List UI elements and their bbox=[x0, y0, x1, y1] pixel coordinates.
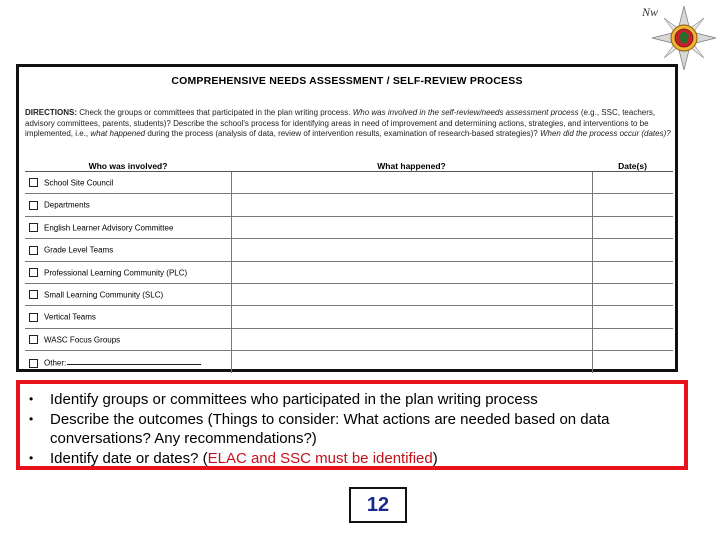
group-label: Small Learning Community (SLC) bbox=[44, 290, 164, 300]
table-row bbox=[25, 283, 673, 305]
other-fill-line[interactable] bbox=[67, 356, 201, 365]
table-row bbox=[25, 351, 673, 373]
checkbox[interactable] bbox=[29, 246, 38, 255]
table-row bbox=[25, 239, 673, 261]
date-cell[interactable] bbox=[592, 216, 673, 238]
group-label: Vertical Teams bbox=[44, 312, 96, 322]
checkbox[interactable] bbox=[29, 335, 38, 344]
group-cell bbox=[25, 283, 231, 305]
table-row bbox=[25, 216, 673, 238]
directions-label: DIRECTIONS: bbox=[25, 108, 77, 117]
table-row bbox=[25, 328, 673, 350]
date-cell[interactable] bbox=[592, 261, 673, 283]
checkbox[interactable] bbox=[29, 359, 38, 368]
checkbox[interactable] bbox=[29, 201, 38, 210]
note-text: Describe the outcomes (Things to consider: What actions are needed based on data conversations? Any recommendations?) bbox=[50, 410, 610, 448]
checkbox[interactable] bbox=[29, 178, 38, 187]
list-item bbox=[26, 390, 666, 410]
group-cell bbox=[25, 194, 231, 216]
checkbox[interactable] bbox=[29, 313, 38, 322]
group-label: Professional Learning Community (PLC) bbox=[44, 267, 188, 277]
note-text: Identify groups or committees who participated in the plan writing process bbox=[50, 391, 538, 408]
group-label: Grade Level Teams bbox=[44, 245, 114, 255]
logo-monogram: Nw bbox=[642, 5, 659, 19]
group-cell bbox=[25, 328, 231, 350]
group-label: School Site Council bbox=[44, 178, 114, 188]
what-happened-cell[interactable] bbox=[231, 239, 592, 261]
what-happened-cell[interactable] bbox=[231, 216, 592, 238]
date-cell[interactable] bbox=[592, 351, 673, 373]
table-row bbox=[25, 194, 673, 216]
directions-text-3: during the process (analysis of data, review of intervention results, examination of research-based strategies)? bbox=[147, 129, 538, 139]
group-cell bbox=[25, 261, 231, 283]
checkbox[interactable] bbox=[29, 290, 38, 299]
school-logo bbox=[640, 2, 716, 70]
directions-italic-1: Who was involved in the self-review/needs assessment process bbox=[352, 108, 579, 117]
list-item bbox=[26, 449, 666, 469]
directions-text-2: (e.g., SSC, teachers, advisory committees, parents, students)? Describe the school's process for identifying areas in need of improvement and determining actions, strategies, and interventions to be implemented, i.e., bbox=[25, 108, 656, 139]
group-label: Other: bbox=[44, 358, 67, 368]
date-cell[interactable] bbox=[592, 172, 673, 194]
group-cell bbox=[25, 216, 231, 238]
group-label: English Learner Advisory Committee bbox=[44, 223, 174, 233]
directions-italic-2: what happened bbox=[90, 129, 146, 139]
notes-box bbox=[16, 380, 688, 470]
group-label: WASC Focus Groups bbox=[44, 335, 121, 345]
bullet-icon: • bbox=[29, 411, 34, 426]
bullet-icon: • bbox=[29, 392, 34, 406]
date-cell[interactable] bbox=[592, 283, 673, 305]
what-happened-cell[interactable] bbox=[231, 328, 592, 350]
date-cell[interactable] bbox=[592, 194, 673, 216]
group-cell bbox=[25, 239, 231, 261]
what-happened-cell[interactable] bbox=[231, 172, 592, 194]
date-cell[interactable] bbox=[592, 328, 673, 350]
notes-list bbox=[26, 390, 666, 468]
column-header-who: Who was involved? bbox=[25, 161, 231, 172]
list-item bbox=[26, 410, 666, 449]
directions-italic-3: When did the process occur (dates)? bbox=[539, 129, 671, 139]
what-happened-cell[interactable] bbox=[231, 283, 592, 305]
column-header-dates: Date(s) bbox=[592, 161, 673, 172]
table-row bbox=[25, 261, 673, 283]
group-cell bbox=[25, 351, 231, 373]
involvement-table bbox=[25, 161, 673, 373]
note-text-suffix: ) bbox=[432, 449, 438, 467]
group-cell bbox=[25, 306, 231, 328]
needs-assessment-form bbox=[16, 64, 678, 372]
what-happened-cell[interactable] bbox=[231, 261, 592, 283]
form-directions bbox=[25, 108, 673, 140]
note-text-prefix: Identify date or dates? ( bbox=[50, 449, 208, 467]
table-row bbox=[25, 306, 673, 328]
date-cell[interactable] bbox=[592, 239, 673, 261]
checkbox[interactable] bbox=[29, 223, 38, 232]
group-cell bbox=[25, 172, 231, 194]
note-highlight: ELAC and SSC must be identified bbox=[207, 449, 433, 467]
what-happened-cell[interactable] bbox=[231, 306, 592, 328]
column-header-what: What happened? bbox=[231, 161, 592, 172]
bullet-icon: • bbox=[29, 450, 34, 465]
what-happened-cell[interactable] bbox=[231, 194, 592, 216]
group-label: Departments bbox=[44, 200, 90, 210]
what-happened-cell[interactable] bbox=[231, 351, 592, 373]
page-number: 12 bbox=[349, 487, 407, 523]
checkbox[interactable] bbox=[29, 268, 38, 277]
date-cell[interactable] bbox=[592, 306, 673, 328]
directions-text-1: Check the groups or committees that participated in the plan writing process. bbox=[79, 108, 351, 117]
table-row bbox=[25, 172, 673, 194]
form-title: COMPREHENSIVE NEEDS ASSESSMENT / SELF-REVIEW PROCESS bbox=[171, 75, 523, 87]
